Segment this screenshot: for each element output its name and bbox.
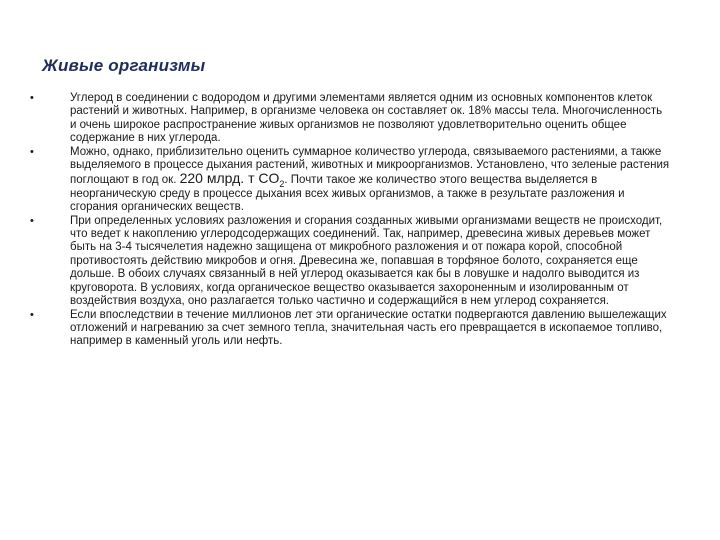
bullet-dot-icon: • bbox=[30, 92, 34, 104]
bullet-emphasis bbox=[179, 170, 285, 190]
bullet-text-before: Можно, однако, приблизительно оценить суммарное количество углерода, связываемого растениями, а также выделяемого в процессе дыхания растений, животных и микроорганизмов. Установлено, что зеленые растения поглощают в год ок. bbox=[70, 145, 670, 187]
bullet-text: При определенных условиях разложения и сгорания созданных живыми организмами веществ не происходит, что ведет к накоплению углеродсодержащих соединений. Так, например, древесина живых деревьев может быть на 3-4 тысячелетия надежно защищена от микробного разложения и от пожара корой, способной противостоять действию микробов и огня. Древесина же, попавшая в торфяное болото, сохраняется еще дольше. В обоих случаях связанный в ней углерод оказывается как бы в ловушке и надолго выводится из круговорота. В условиях, когда органическое вещество оказывается захороненным и изолированным от воздействия воздуха, оно разлагается только частично и содержащийся в нем углерод сохраняется. bbox=[70, 214, 663, 308]
bullet-item-4 bbox=[30, 309, 670, 349]
bullet-text-after: . Почти такое же количество этого вещества выделяется в неорганическую среду в процессе дыхания всех живых организмов, а также в результате разложения и сгорания органических веществ. bbox=[70, 174, 625, 214]
bullet-dot-icon: • bbox=[30, 308, 34, 321]
emphasis-text: 220 млрд. т CO bbox=[179, 170, 280, 187]
bullet-text: Если впоследствии в течение миллионов лет эти органические остатки подвергаются давлению вышележащих отложений и нагреванию за счет земного тепла, значительная часть его превращается в ископаемое топливо, например в каменный уголь или нефть. bbox=[70, 308, 667, 348]
bullet-list bbox=[30, 92, 670, 349]
bullet-item-3 bbox=[30, 215, 670, 309]
bullet-dot-icon: • bbox=[30, 145, 34, 158]
bullet-item-2 bbox=[30, 146, 670, 215]
bullet-item-1 bbox=[30, 92, 670, 146]
bullet-text: Углерод в соединении с водородом и другими элементами является одним из основных компонентов клеток растений и животных. Например, в организме человека он составляет ок. 18% массы тела. Многочисленность и очень широкое распространение живых организмов не позволяют удовлетворительно оценить общее содержание в них углерода. bbox=[70, 92, 663, 145]
emphasis-subscript: 2 bbox=[279, 179, 285, 190]
slide-title: Живые организмы bbox=[42, 56, 206, 75]
bullet-dot-icon: • bbox=[30, 214, 34, 227]
